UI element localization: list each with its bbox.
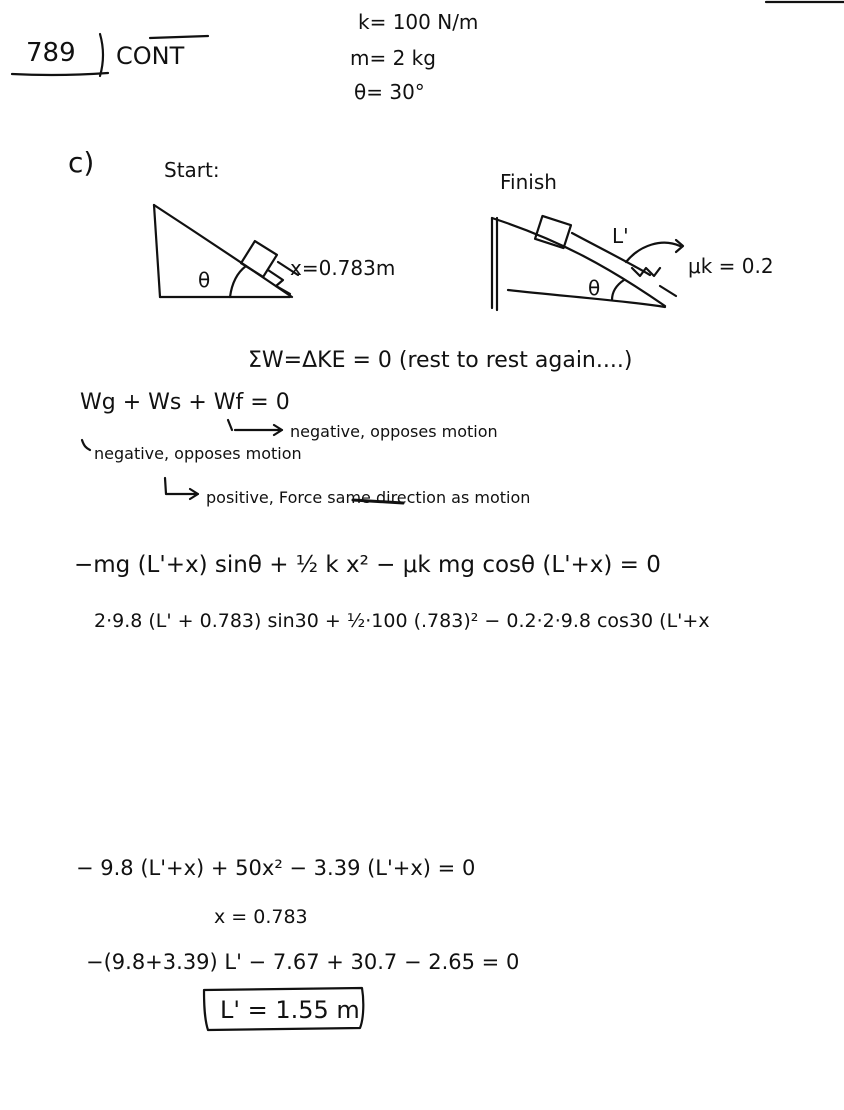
cont-overline (150, 36, 208, 38)
problem-underline (12, 73, 108, 75)
note-spring: positive, Force same direction as motion (206, 488, 531, 507)
final-equation: −(9.8+3.39) L' − 7.67 + 30.7 − 2.65 = 0 (86, 950, 520, 974)
part-label: c) (68, 146, 95, 179)
problem-number: 789 (26, 38, 76, 68)
given-theta: θ= 30° (354, 80, 425, 104)
substituted-equation: 2·9.8 (L' + 0.783) sin30 + ½·100 (.783)² − 0.2·2·9.8 cos30 (L'+x (94, 610, 710, 632)
simplified-equation: − 9.8 (L'+x) + 50x² − 3.39 (L'+x) = 0 (76, 856, 476, 880)
continued-label: CONT (116, 42, 185, 70)
given-m: m= 2 kg (350, 46, 436, 70)
arrow-wg (82, 440, 90, 450)
given-k: k= 100 N/m (358, 10, 479, 34)
note-friction: negative, opposes motion (290, 422, 498, 441)
x-distance-label: x=0.783m (290, 256, 396, 280)
finish-label: Finish (500, 170, 557, 194)
problem-bracket (100, 34, 103, 76)
arrow-wf (235, 425, 282, 435)
start-label: Start: (164, 158, 220, 182)
general-equation: −mg (L'+x) sinθ + ½ k x² − μk mg cosθ (L'+x) = 0 (74, 552, 661, 578)
x-value: x = 0.783 (214, 906, 308, 928)
work-sum: Wg + Ws + Wf = 0 (80, 390, 290, 415)
arrow-ws (165, 478, 198, 499)
final-answer: L' = 1.55 m (220, 996, 360, 1024)
note-gravity: negative, opposes motion (94, 444, 302, 463)
work-energy-theorem: ΣW=ΔKE = 0 (rest to rest again....) (248, 348, 633, 373)
finish-theta: θ (588, 276, 601, 300)
mu-k-label: μk = 0.2 (688, 254, 774, 278)
start-incline-diagram (154, 205, 298, 297)
L-prime-label: L' (612, 224, 629, 248)
start-theta: θ (198, 268, 211, 292)
